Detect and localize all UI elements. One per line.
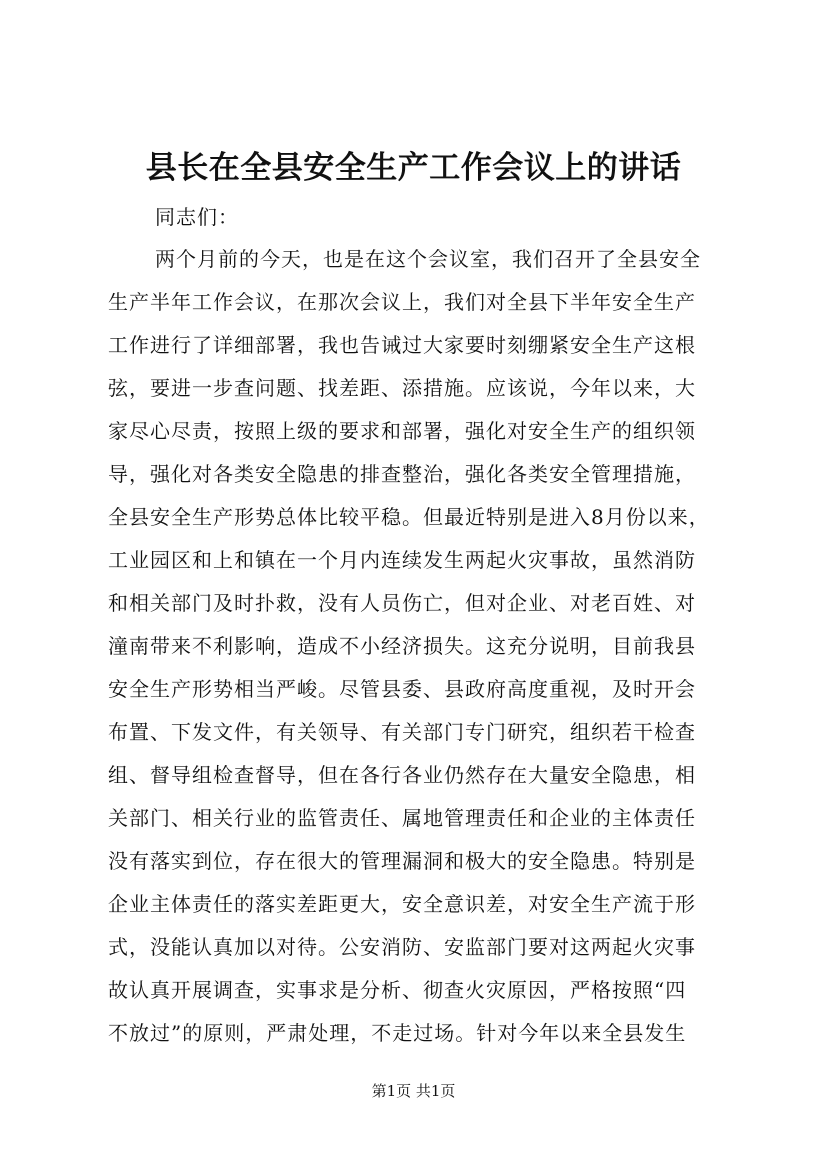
body-line: 工作进行了详细部署，我也告诫过大家要时刻绷紧安全生产这根 [108, 333, 696, 357]
body-line: 安全生产形势相当严峻。尽管县委、县政府高度重视，及时开会 [108, 677, 696, 701]
body-line: 故认真开展调查，实事求是分析、彻查火灾原因，严格按照“四 [108, 978, 687, 1002]
body-line: 工业园区和上和镇在一个月内连续发生两起火灾事故，虽然消防 [108, 548, 696, 572]
body-line: 组、督导组检查督导，但在各行各业仍然存在大量安全隐患，相 [108, 763, 696, 787]
body-line: 全县安全生产形势总体比较平稳。但最近特别是进入8月份以来， [108, 505, 710, 529]
body-line: 没有落实到位，存在很大的管理漏洞和极大的安全隐患。特别是 [108, 849, 696, 873]
body-line: 潼南带来不利影响，造成不小经济损失。这充分说明，目前我县 [108, 634, 696, 658]
body-line: 式，没能认真加以对待。公安消防、安监部门要对这两起火灾事 [108, 935, 696, 959]
body-line: 和相关部门及时扑救，没有人员伤亡，但对企业、对老百姓、对 [108, 591, 696, 615]
body-line: 弦，要进一步查问题、找差距、添措施。应该说，今年以来，大 [108, 376, 696, 400]
body-line: 不放过”的原则，严肃处理，不走过场。针对今年以来全县发生 [108, 1021, 687, 1045]
body-line: 家尽心尽责，按照上级的要求和部署，强化对安全生产的组织领 [108, 419, 696, 443]
body-line: 两个月前的今天，也是在这个会议室，我们召开了全县安全 [155, 247, 701, 271]
body-line: 企业主体责任的落实差距更大，安全意识差，对安全生产流于形 [108, 892, 696, 916]
body-line: 关部门、相关行业的监管责任、属地管理责任和企业的主体责任 [108, 806, 696, 830]
body-line: 导，强化对各类安全隐患的排查整治，强化各类安全管理措施， [108, 462, 696, 486]
page-footer: 第1页 共1页 [371, 1082, 456, 1100]
salutation: 同志们： [155, 205, 239, 229]
body-line: 生产半年工作会议，在那次会议上，我们对全县下半年安全生产 [108, 290, 696, 314]
body-line: 布置、下发文件，有关领导、有关部门专门研究，组织若干检查 [108, 720, 696, 744]
document-title: 县长在全县安全生产工作会议上的讲话 [145, 150, 682, 186]
